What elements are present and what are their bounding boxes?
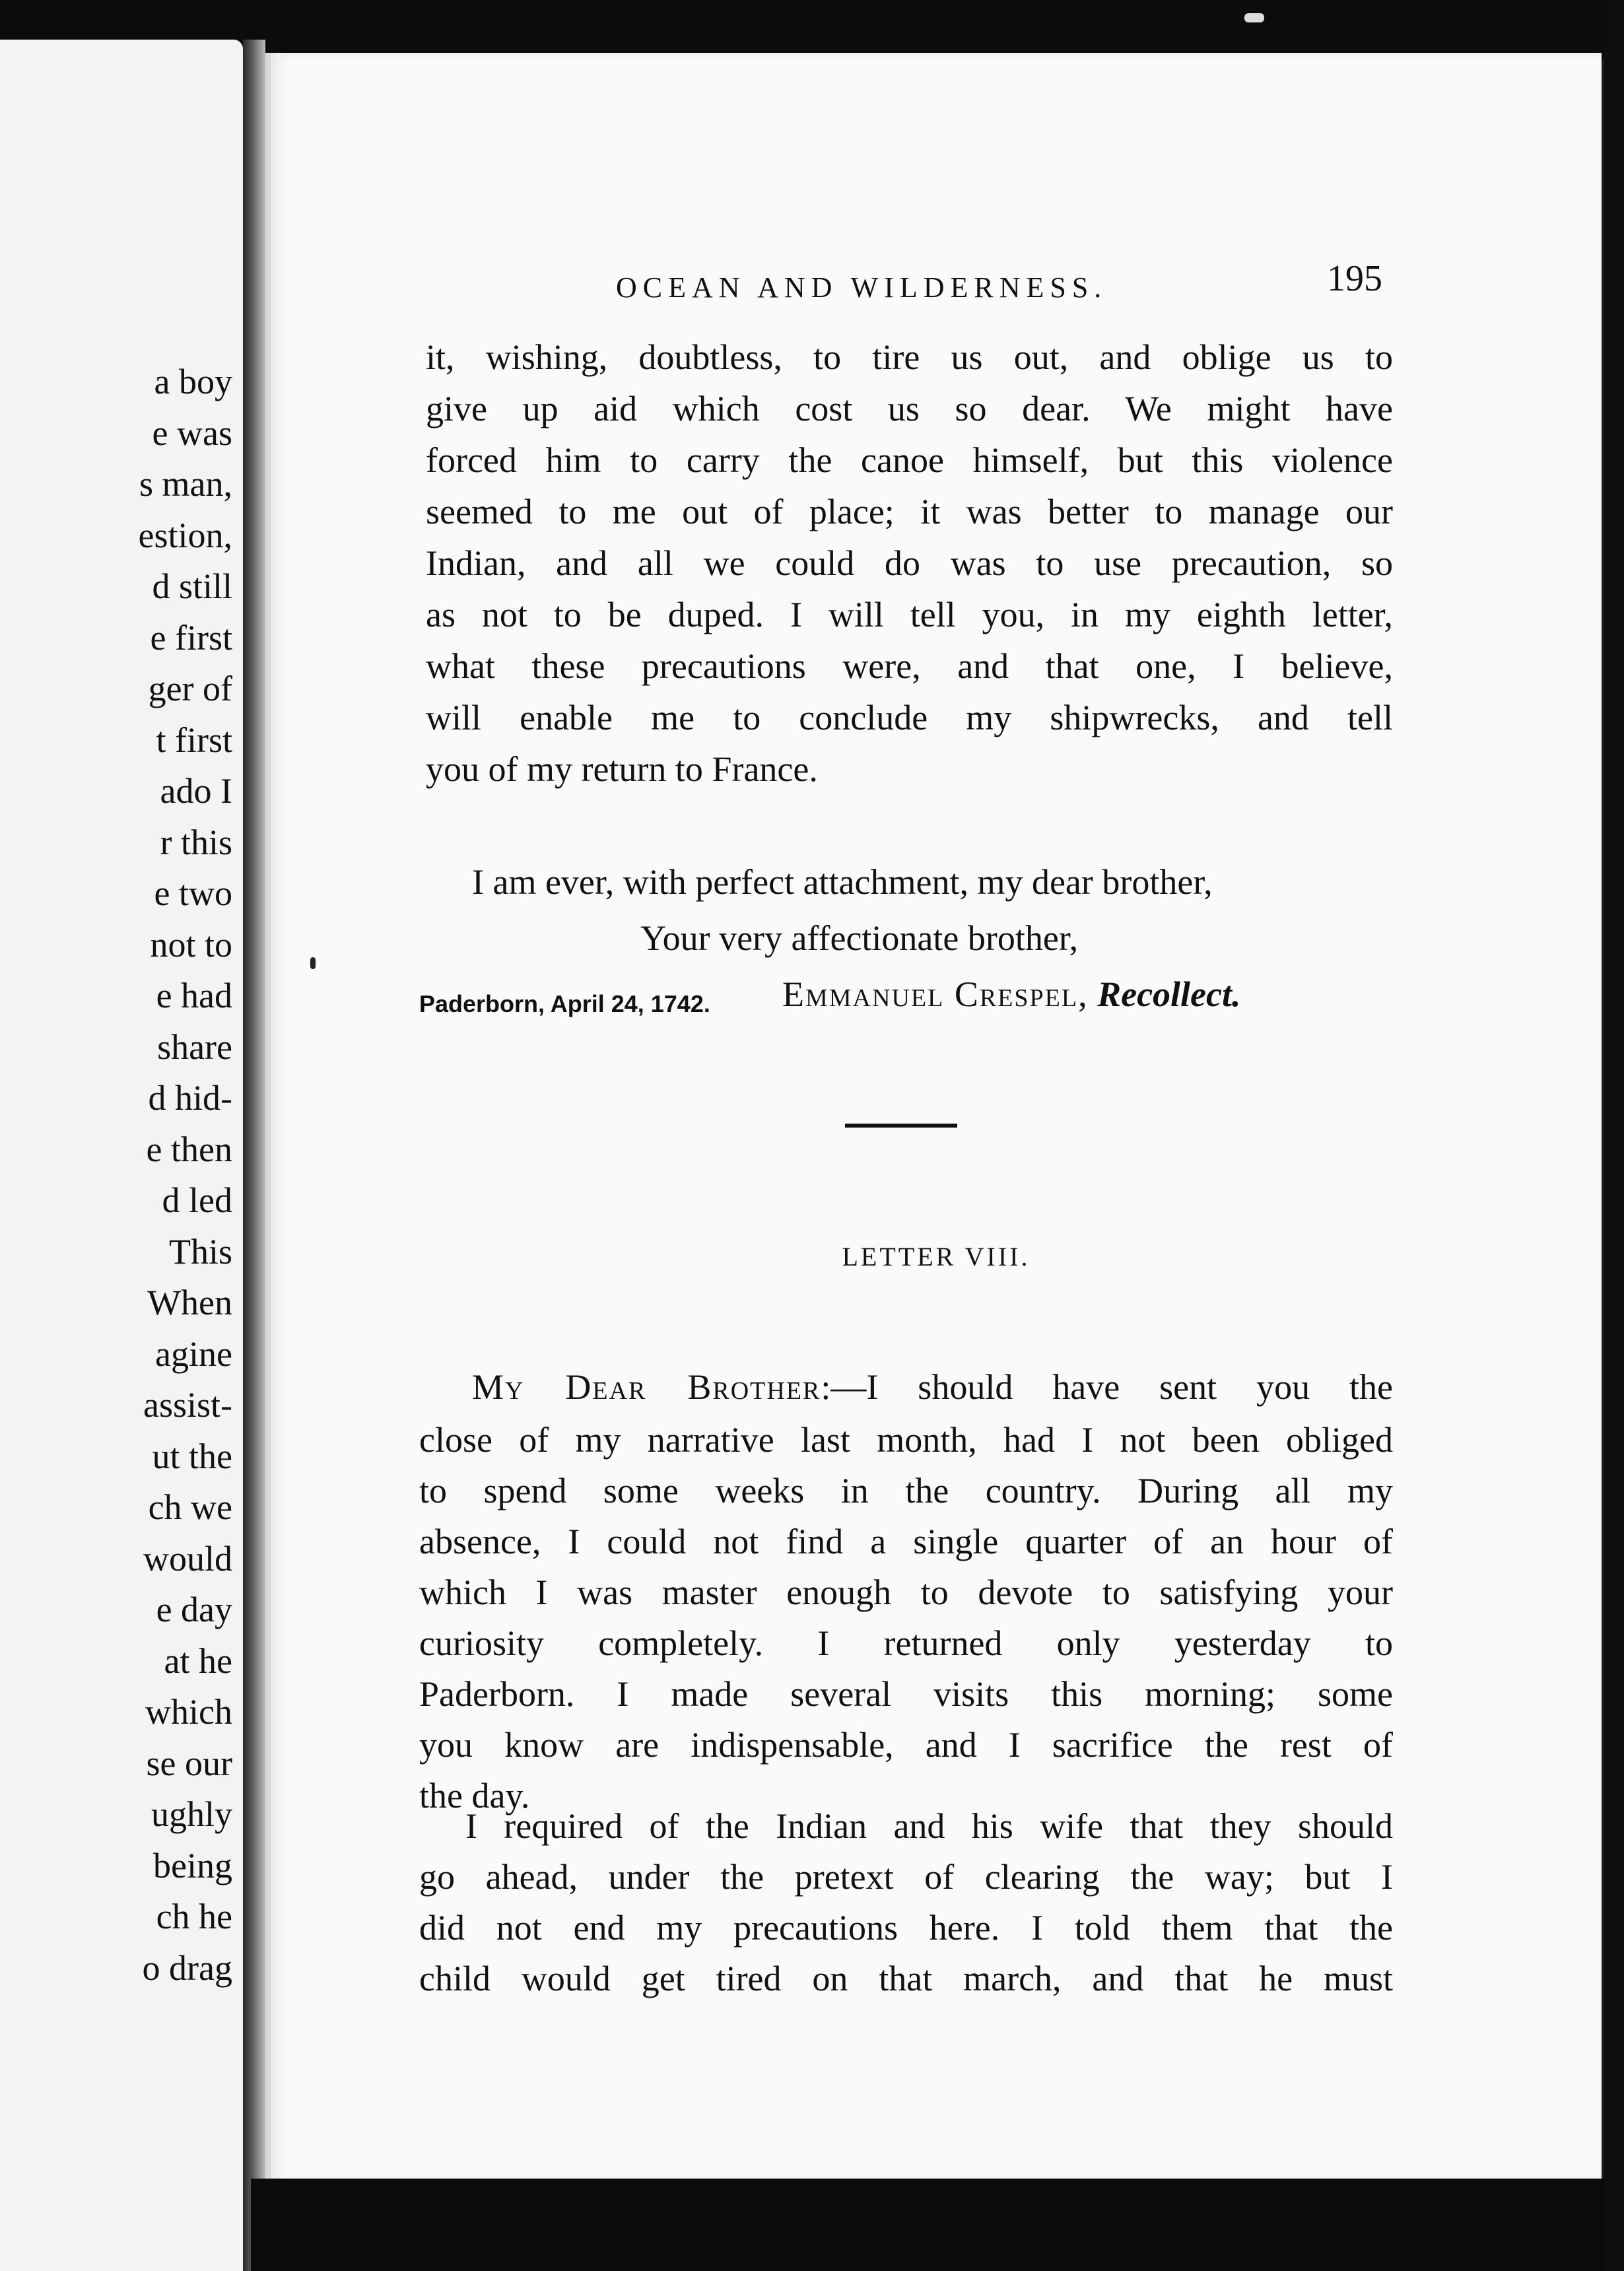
salutation: My Dear Brother <box>472 1367 821 1407</box>
text-line: you of my return to France. <box>426 749 818 789</box>
text-line: seemed to me out of place; it was better to manage our <box>426 492 1393 531</box>
left-page-line-fragment: agine <box>155 1334 232 1374</box>
ink-mark <box>310 957 316 969</box>
previous-page <box>0 40 243 2271</box>
book-gutter <box>243 40 265 2271</box>
left-page-line-fragment: ch we <box>148 1487 232 1527</box>
section-rule <box>845 1124 957 1128</box>
dateline: Paderborn, April 24, 1742. <box>419 990 710 1017</box>
text-line: go ahead, under the pretext of clearing the way; but I <box>419 1857 1393 1897</box>
left-page-line-fragment: t first <box>156 720 232 760</box>
text-line: what these precautions were, and that one, I believe, <box>426 646 1393 686</box>
scan-speck <box>1244 13 1264 22</box>
letter-heading: LETTER VIII. <box>842 1242 1031 1271</box>
closing-line: I am ever, with perfect attachment, my dear brother, <box>472 862 1213 902</box>
page-number: 195 <box>1327 258 1382 299</box>
left-page-line-fragment: a boy <box>154 362 232 401</box>
left-page-line-fragment: e two <box>154 873 232 913</box>
text-line: give up aid which cost us so dear. We might have <box>426 389 1393 428</box>
left-page-line-fragment: ch he <box>156 1897 232 1936</box>
left-page-line-fragment: at he <box>164 1641 232 1681</box>
scan-border-bottom <box>251 2179 1611 2271</box>
left-page-line-fragment: e day <box>156 1590 232 1629</box>
left-page-line-fragment: d hid- <box>148 1078 232 1118</box>
text-line: I required of the Indian and his wife that they should <box>465 1806 1393 1846</box>
valediction: Your very affectionate brother, <box>640 918 1079 958</box>
left-page-line-fragment: s man, <box>139 464 232 504</box>
text-line: Paderborn. I made several visits this morning; some <box>419 1674 1393 1714</box>
text-line: curiosity completely. I returned only yesterday to <box>419 1623 1393 1663</box>
text-line: child would get tired on that march, and that he must <box>419 1959 1393 1998</box>
left-page-line-fragment: which <box>145 1692 232 1732</box>
running-head: OCEAN AND WILDERNESS. <box>616 271 1108 304</box>
left-page-line-fragment: d still <box>152 566 232 606</box>
text-line: forced him to carry the canoe himself, but this violence <box>426 440 1393 480</box>
left-page-line-fragment: not to <box>150 924 232 965</box>
text-line: absence, I could not find a single quarter of an hour of <box>419 1522 1393 1561</box>
signature <box>782 974 1241 1015</box>
text-line: to spend some weeks in the country. During all my <box>419 1471 1393 1510</box>
left-page-line-fragment: se our <box>146 1743 232 1783</box>
left-page-line-fragment: ger of <box>148 669 232 708</box>
left-page-line-fragment: When <box>147 1283 232 1322</box>
left-page-line-fragment: e first <box>150 617 232 658</box>
signature-name: Emmanuel Crespel, <box>782 974 1089 1014</box>
text-line: as not to be duped. I will tell you, in my eighth letter, <box>426 595 1393 634</box>
current-page <box>265 53 1602 2185</box>
left-page-line-fragment: ughly <box>151 1794 232 1834</box>
left-page-line-fragment: would <box>143 1538 232 1578</box>
text-line: close of my narrative last month, had I not been obliged <box>419 1420 1393 1460</box>
left-page-line-fragment: r this <box>160 822 232 862</box>
left-page-line-fragment: ado I <box>160 771 232 811</box>
left-page-line-fragment: o drag <box>142 1948 232 1988</box>
text-line: you know are indispensable, and I sacrifice the rest of <box>419 1725 1393 1765</box>
left-page-line-fragment: d led <box>162 1180 232 1220</box>
left-page-line-fragment: assist- <box>143 1385 232 1425</box>
left-page-line-fragment: being <box>153 1845 232 1885</box>
salutation-line <box>472 1367 1393 1407</box>
left-page-line-fragment: share <box>157 1027 232 1067</box>
scan-border-right <box>1604 0 1624 2271</box>
text-line: which I was master enough to devote to satisfying your <box>419 1573 1393 1612</box>
text-line: did not end my precautions here. I told them that the <box>419 1908 1393 1948</box>
text-line: will enable me to conclude my shipwrecks, and tell <box>426 698 1393 737</box>
left-page-line-fragment: e then <box>146 1129 232 1169</box>
signature-title: Recollect. <box>1097 974 1241 1014</box>
left-page-line-fragment: This <box>168 1231 232 1271</box>
left-page-line-fragment: estion, <box>138 515 232 555</box>
salutation-rest: :—I should have sent you the <box>821 1367 1393 1407</box>
left-page-line-fragment: e had <box>156 976 232 1015</box>
text-line: it, wishing, doubtless, to tire us out, and oblige us to <box>426 337 1393 377</box>
left-page-line-fragment: ut the <box>152 1436 232 1476</box>
text-line: Indian, and all we could do was to use precaution, so <box>426 543 1393 583</box>
text-line: the day. <box>419 1776 530 1815</box>
left-page-line-fragment: e was <box>152 413 232 453</box>
